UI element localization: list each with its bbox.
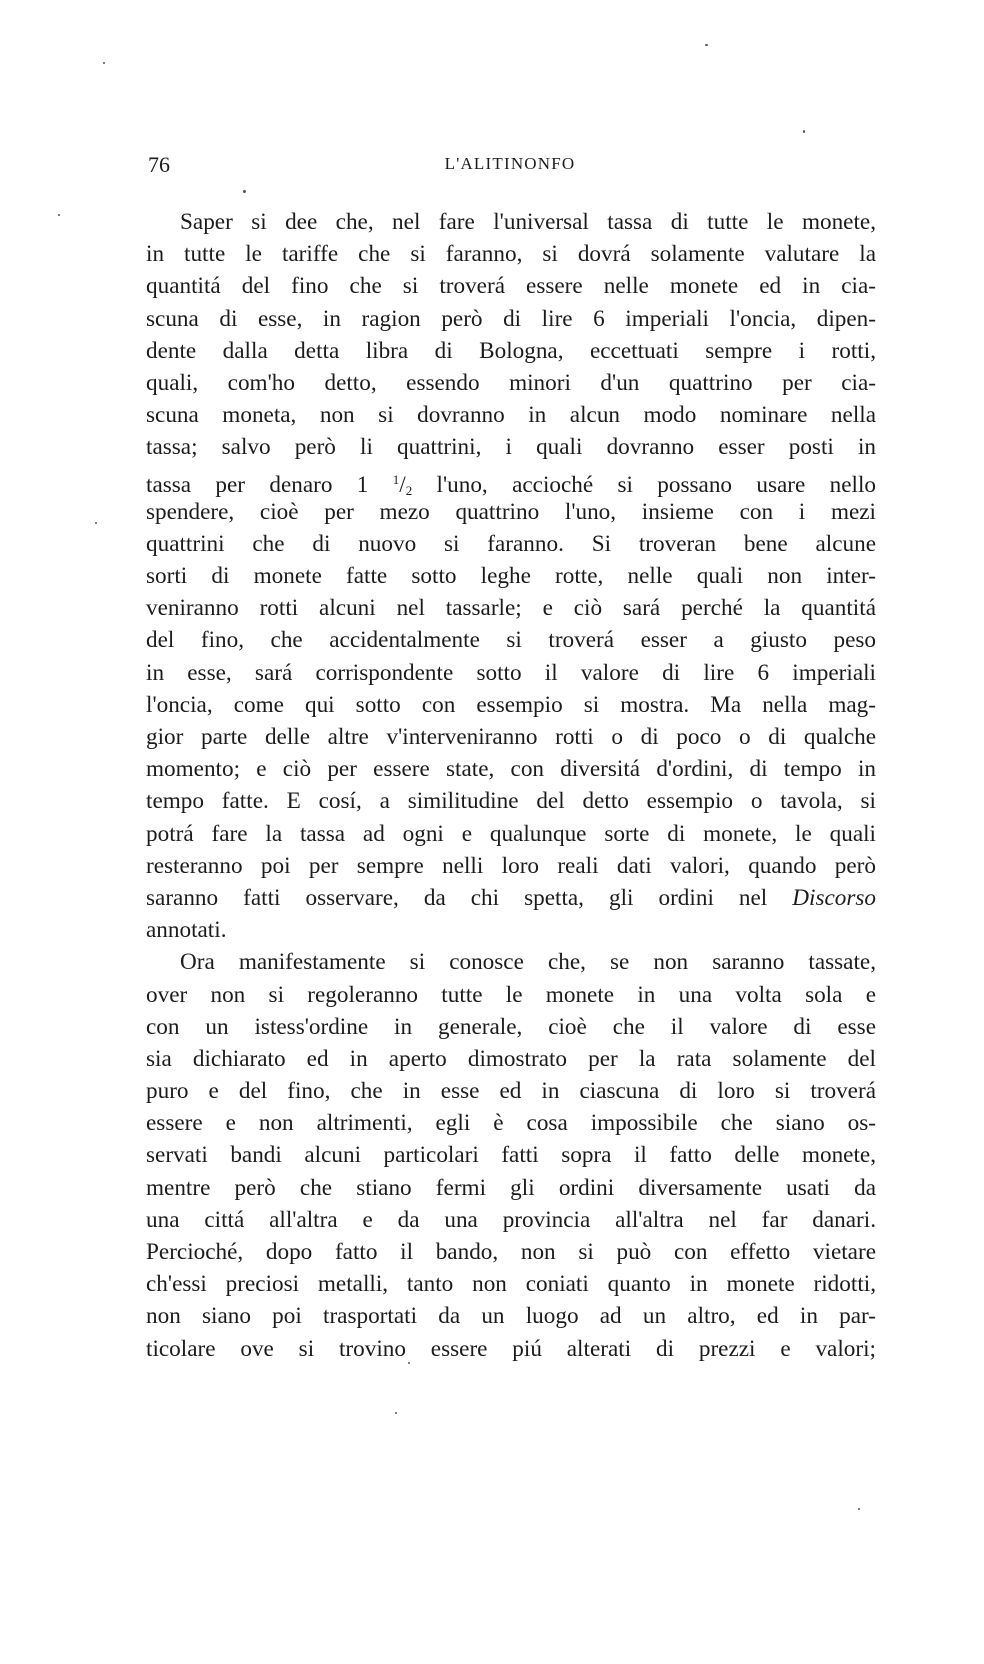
fraction-line-end: l'uno, accioché si possano usare nello xyxy=(412,471,876,498)
scan-speck xyxy=(858,1508,860,1510)
text-line: spendere, cioè per mezo quattrino l'uno, insieme con i mezi xyxy=(146,498,876,525)
text-line: resteranno poi per sempre nelli loro reali dati valori, quando però xyxy=(146,852,876,879)
text-line: del fino, che accidentalmente si troverá esser a giusto peso xyxy=(146,627,876,654)
text-line: in esse, sará corrispondente sotto il valore di lire 6 imperiali xyxy=(146,659,876,686)
fraction-separator: / xyxy=(399,471,406,498)
text-line: mentre però che stiano fermi gli ordini diversamente usati da xyxy=(146,1174,876,1201)
scan-speck xyxy=(395,1412,397,1414)
text-line: ch'essi preciosi metalli, tanto non coniati quanto in monete ridotti, xyxy=(146,1271,876,1298)
body-text xyxy=(146,206,876,1365)
text-line: Percioché, dopo fatto il bando, non si può con effetto vietare xyxy=(146,1239,876,1265)
text-line: puro e del fino, che in esse ed in ciascuna di loro si troverá xyxy=(146,1078,876,1105)
text-line: non siano poi trasportati da un luogo ad un altro, ed in par- xyxy=(146,1303,876,1330)
text-line: veniranno rotti alcuni nel tassarle; e ciò sará perché la quantitá xyxy=(146,595,876,622)
text-line: momento; e ciò per essere state, con diversitá d'ordini, di tempo in xyxy=(146,756,876,783)
text-line: sia dichiarato ed in aperto dimostrato per la rata solamente del xyxy=(146,1045,876,1072)
text-line: dente dalla detta libra di Bologna, eccettuati sempre i rotti, xyxy=(146,337,876,364)
text-line-with-italic xyxy=(146,882,876,914)
scan-speck xyxy=(103,62,105,64)
text-line: gior parte delle altre v'interveniranno rotti o di poco o di qualche xyxy=(146,724,876,750)
scan-speck xyxy=(408,1362,410,1364)
fraction-numerator: 1 xyxy=(392,471,400,487)
fraction-line-start: tassa per denaro 1 xyxy=(146,471,393,498)
running-head: L'ALITINONFO xyxy=(444,154,576,173)
text-line: tempo fatte. E cosí, a similitudine del detto essempio o tavola, si xyxy=(146,788,876,815)
page-header xyxy=(148,152,872,180)
text-line: Saper si dee che, nel fare l'universal tassa di tutte le monete, xyxy=(180,209,876,235)
text-line: essere e non altrimenti, egli è cosa impossibile che siano os- xyxy=(146,1110,876,1137)
text-line: quattrini che di nuovo si faranno. Si troveran bene alcune xyxy=(146,530,876,557)
text-line: tassa; salvo però li quattrini, i quali dovranno esser posti in xyxy=(146,434,876,461)
text-line: annotati. xyxy=(146,917,227,944)
fraction-denominator: 2 xyxy=(405,482,413,498)
text-line: l'oncia, come qui sotto con essempio si mostra. Ma nella mag- xyxy=(146,691,876,718)
text-line: over non si regoleranno tutte le monete in una volta sola e xyxy=(146,981,876,1008)
scan-speck xyxy=(58,214,60,216)
italic-line-start: saranno fatti osservare, da chi spetta, gli ordini nel xyxy=(146,884,793,911)
page-number: 76 xyxy=(148,152,170,177)
text-line-with-fraction xyxy=(146,464,876,496)
text-line: con un istess'ordine in generale, cioè che il valore di esse xyxy=(146,1013,876,1040)
scan-speck xyxy=(705,44,708,46)
text-line: potrá fare la tassa ad ogni e qualunque sorte di monete, le quali xyxy=(146,820,876,847)
text-line: quantitá del fino che si troverá essere nelle monete ed in cia- xyxy=(146,273,876,300)
text-line: servati bandi alcuni particolari fatti sopra il fatto delle monete, xyxy=(146,1142,876,1169)
text-line: in tutte le tariffe che si faranno, si dovrá solamente valutare la xyxy=(146,241,876,268)
scan-speck xyxy=(803,130,805,133)
text-line: Ora manifestamente si conosce che, se non saranno tassate, xyxy=(180,949,876,976)
text-line: una cittá all'altra e da una provincia all'altra nel far danari. xyxy=(146,1206,876,1233)
text-line: quali, com'ho detto, essendo minori d'un quattrino per cia- xyxy=(146,369,876,396)
text-line: ticolare ove si trovino essere piú alterati di prezzi e valori; xyxy=(146,1335,876,1362)
text-line: scuna di esse, in ragion però di lire 6 imperiali l'oncia, dipen- xyxy=(146,305,876,332)
italic-word-discorso: Discorso xyxy=(792,884,876,911)
scan-speck xyxy=(243,190,246,193)
text-line: scuna moneta, non si dovranno in alcun modo nominare nella xyxy=(146,402,876,429)
text-line: sorti di monete fatte sotto leghe rotte, nelle quali non inter- xyxy=(146,563,876,590)
scan-speck xyxy=(95,522,97,524)
